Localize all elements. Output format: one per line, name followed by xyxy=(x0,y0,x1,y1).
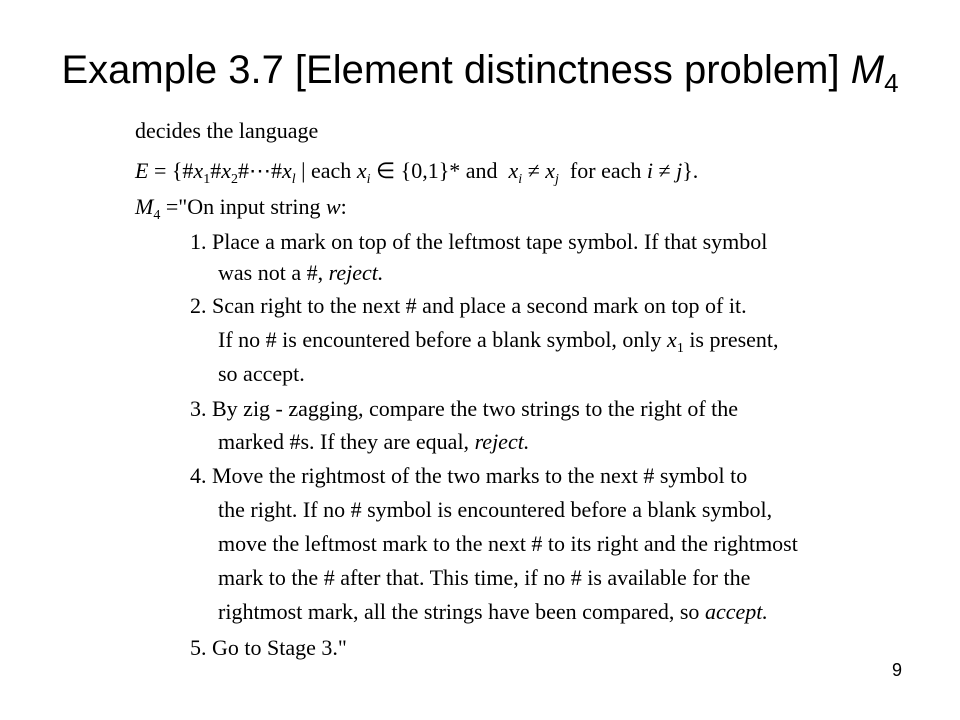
stage-1-line-2: was not a #, reject. xyxy=(218,260,384,285)
stage-4-line-3: move the leftmost mark to the next # to its right and the rightmost xyxy=(218,531,798,556)
stage-5-line-1: 5. Go to Stage 3." xyxy=(190,635,347,660)
stage-4-line-5: rightmost mark, all the strings have been compared, so accept. xyxy=(218,599,768,624)
language-definition-tail: for each xyxy=(569,158,642,183)
stage-4-line-2: the right. If no # symbol is encountered before a blank symbol, xyxy=(218,497,773,522)
language-definition: $E = \{\#x_1\#x_2\#\cdots\#x_l$ | each $x_i$ ∈ {0,1}* and $x_i \ne x_j$ for each i ≠ j}. xyxy=(135,158,699,187)
stage-2-line-2: If no # is encountered before a blank symbol, only $x_1$ is present, xyxy=(218,327,779,356)
slide-title-machine-subscript: 4 xyxy=(884,68,899,98)
machine-definition: $M_4$ ="On input string w: xyxy=(135,194,347,223)
stage-2-line-3: so accept. xyxy=(218,361,305,386)
page-number: 9 xyxy=(891,660,902,680)
stage-2-line-1: 2. Scan right to the next # and place a second mark on top of it. xyxy=(190,293,747,318)
slide-title-machine: M xyxy=(850,48,885,92)
stage-3-line-1: 3. By zig - zagging, compare the two strings to the right of the xyxy=(190,396,739,421)
intro-line: decides the language xyxy=(135,118,319,143)
stage-4-line-1: 4. Move the rightmost of the two marks to the next # symbol to xyxy=(190,463,748,488)
stage-4-line-4: mark to the # after that. This time, if no # is available for the xyxy=(218,565,751,590)
stage-1-line-1: 1. Place a mark on top of the leftmost tape symbol. If that symbol xyxy=(190,229,768,254)
stage-3-line-2: marked #s. If they are equal, reject. xyxy=(218,429,530,454)
slide-title-text: Example 3.7 [Element distinctness problem] xyxy=(61,48,851,92)
machine-definition-tail: ="On input string xyxy=(165,194,321,219)
